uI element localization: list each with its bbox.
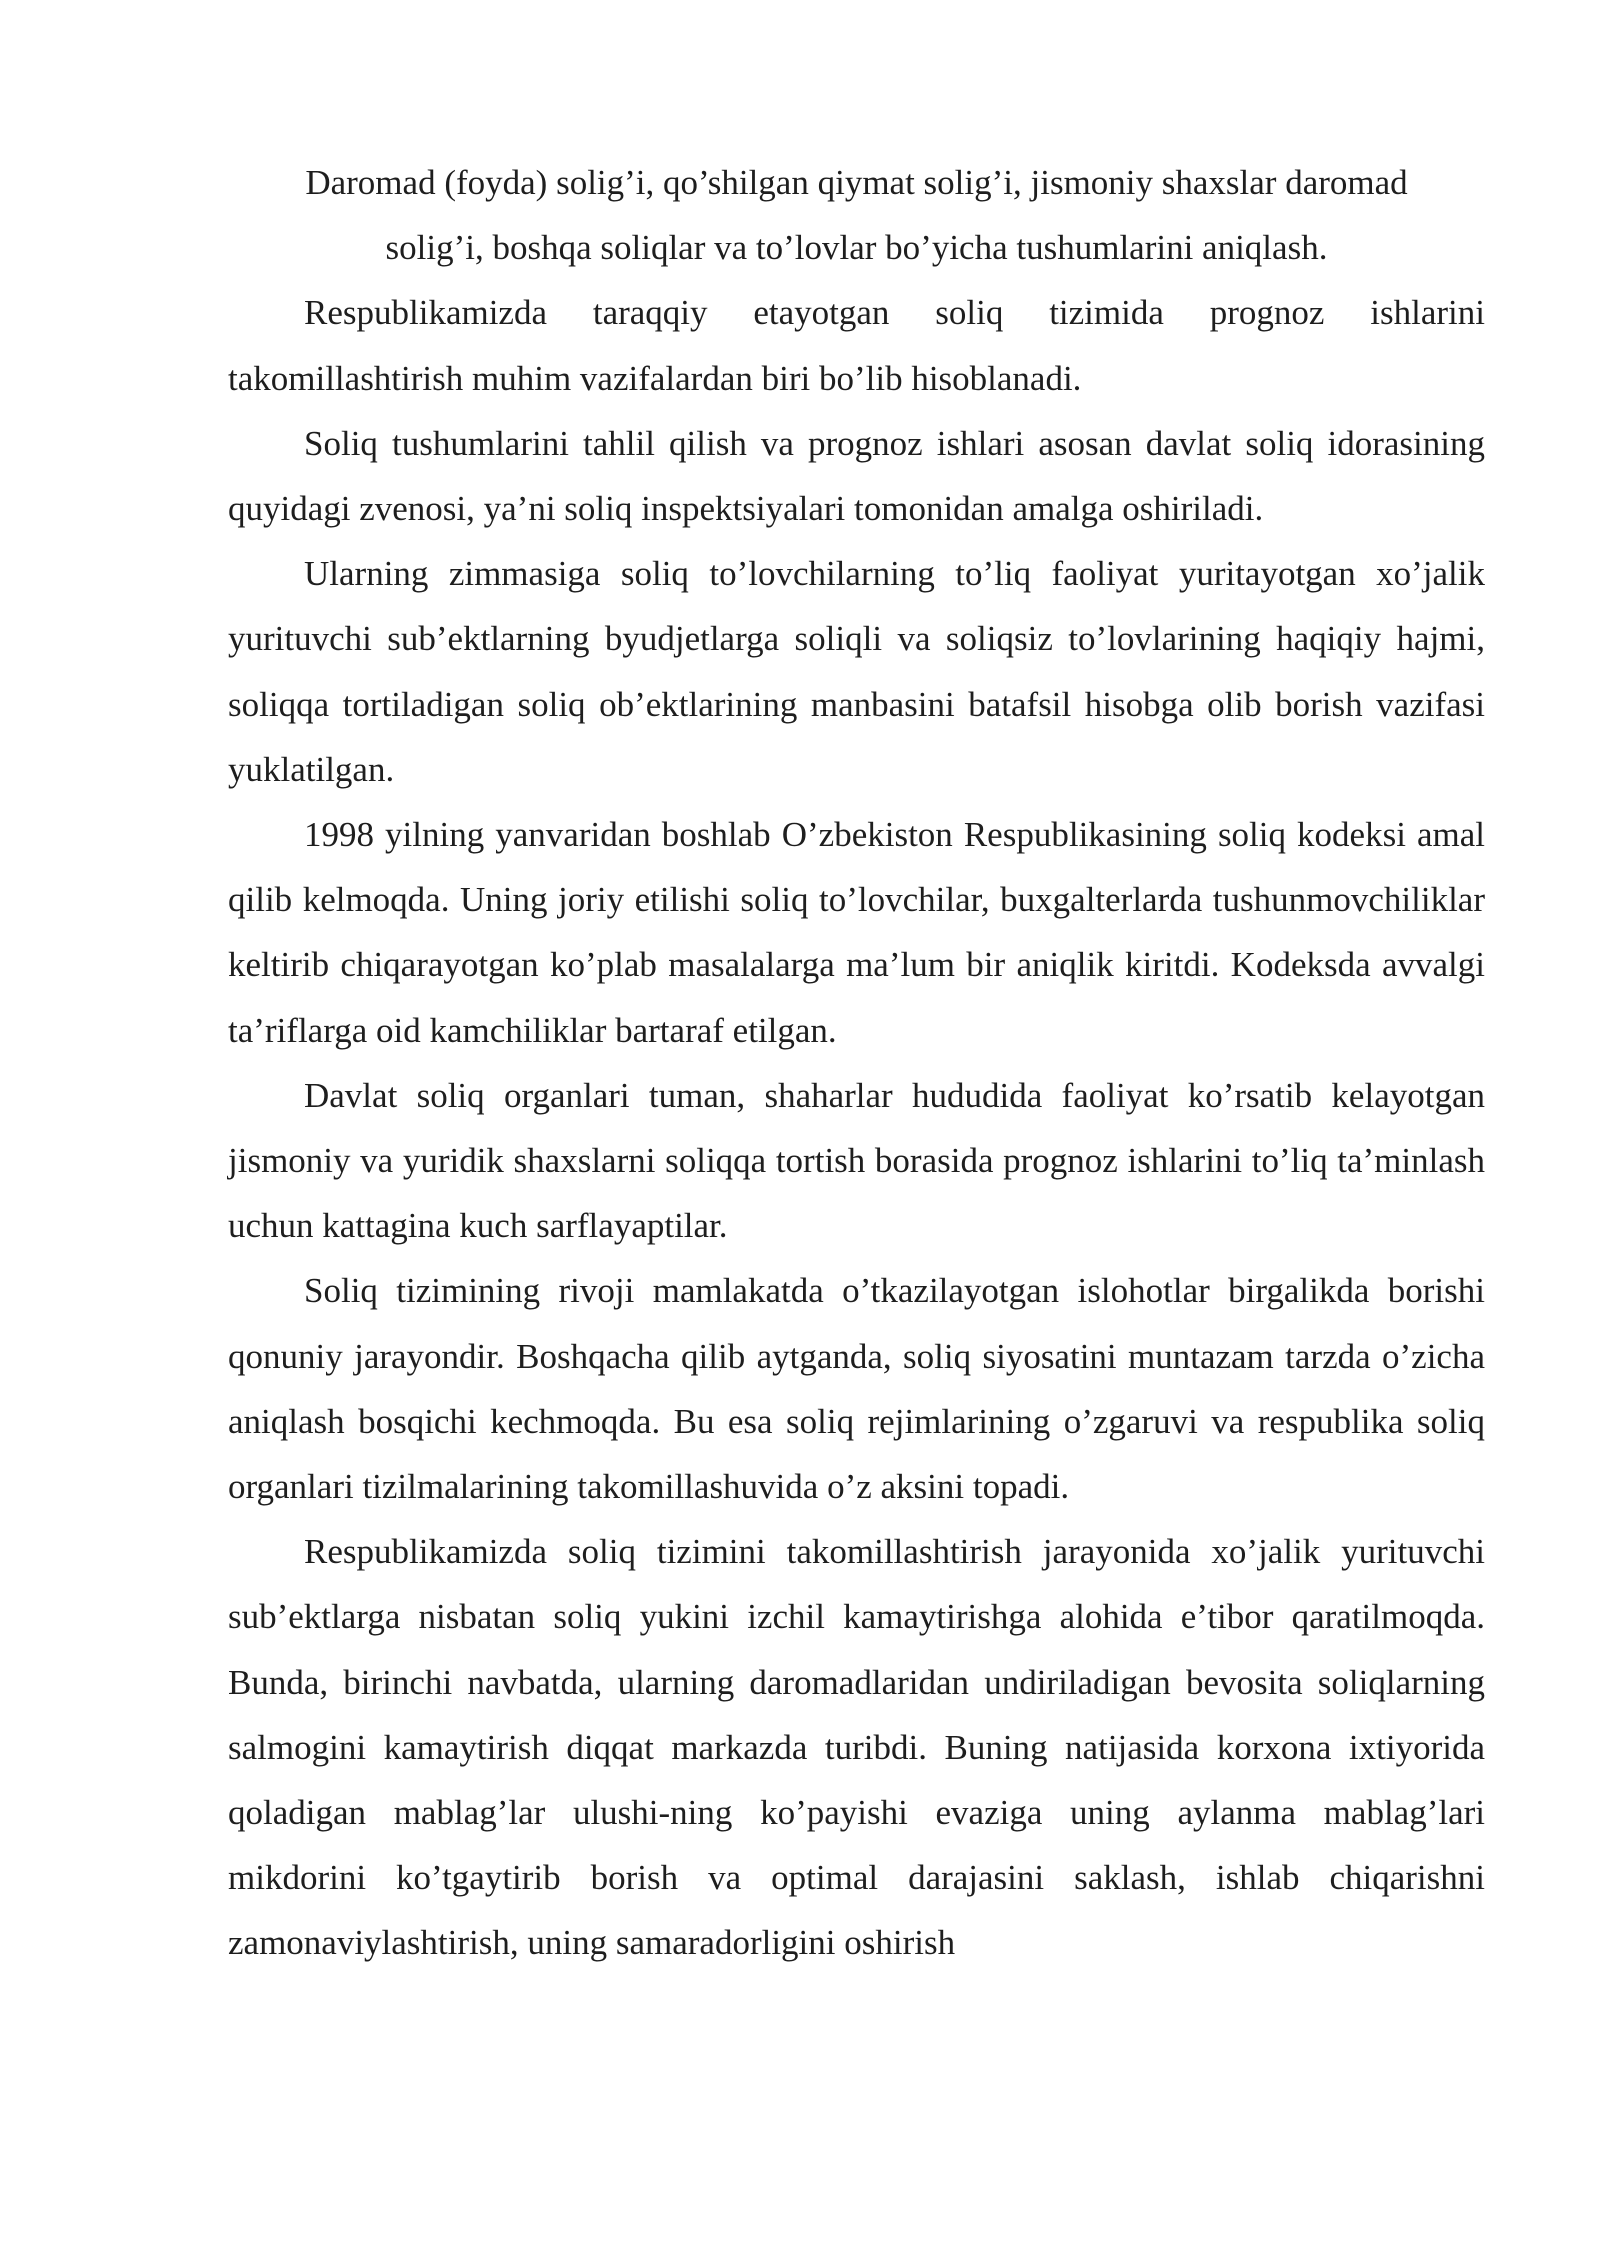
intro-paragraph: Daromad (foyda) solig’i, qo’shilgan qiymat solig’i, jismoniy shaxslar daromad solig’i, boshqa soliqlar va to’lovlar bo’yicha tushumlarini aniqlash. — [305, 163, 1408, 268]
paragraph: Soliq tushumlarini tahlil qilish va prognoz ishlari asosan davlat soliq idorasining quyidagi zvenosi, ya’ni soliq inspektsiyalari tomonidan amalga oshiriladi. — [228, 423, 1485, 529]
document-body — [228, 150, 1485, 1976]
paragraph: Ularning zimmasiga soliq to’lovchilarning to’liq faoliyat yuritayotgan xo’jalik yurituvchi sub’ektlarning byudjetlarga soliqli va soliqsiz to’lovlarining haqiqiy hajmi, soliqqa tortiladigan soliq ob’ektlarining manbasini batafsil hisobga olib borish vazifasi yuklatilgan. — [228, 554, 1485, 789]
paragraph: 1998 yilning yanvaridan boshlab O’zbekiston Respublikasining soliq kodeksi amal qilib kelmoqda. Uning joriy etilishi soliq to’lovchilar, buxgalterlarda tushunmovchiliklar keltirib chiqarayotgan ko’plab masalalarga ma’lum bir aniqlik kiritdi. Kodeksda avvalgi ta’riflarga oid kamchiliklar bartaraf etilgan. — [228, 815, 1485, 1050]
paragraph: Respublikamizda taraqqiy etayotgan soliq tizimida prognoz ishlarini takomillashtirish muhim vazifalardan biri bo’lib hisoblanadi. — [228, 293, 1485, 398]
paragraph: Respublikamizda soliq tizimini takomillashtirish jarayonida xo’jalik yurituvchi sub’ektlarga nisbatan soliq yukini izchil kamaytirishga alohida e’tibor qaratilmoqda. Bunda, birinchi navbatda, ularning daromadlaridan undiriladigan bevosita soliqlarning salmogini kamaytirish diqqat markazda turibdi. Buning natijasida korxona ixtiyorida qoladigan mablag’lar ulushi-ning ko’payishi evaziga uning aylanma mablag’lari mikdorini ko’tgaytirib borish va optimal darajasini saklash, ishlab chiqarishni zamonaviylashtirish, uning samaradorligini oshirish — [228, 1532, 1485, 1963]
paragraph: Davlat soliq organlari tuman, shaharlar hududida faoliyat ko’rsatib kelayotgan jismoniy va yuridik shaxslarni soliqqa tortish borasida prognoz ishlarini to’liq ta’minlash uchun kattagina kuch sarflayaptilar. — [228, 1075, 1485, 1246]
paragraph: Soliq tizimining rivoji mamlakatda o’tkazilayotgan islohotlar birgalikda borishi qonuniy jarayondir. Boshqacha qilib aytganda, soliq siyosatini muntazam tarzda o’zicha aniqlash bosqichi kechmoqda. Bu esa soliq rejimlarining o’zgaruvi va respublika soliq organlari tizilmalarining takomillashuvida o’z aksini topadi. — [228, 1271, 1485, 1507]
